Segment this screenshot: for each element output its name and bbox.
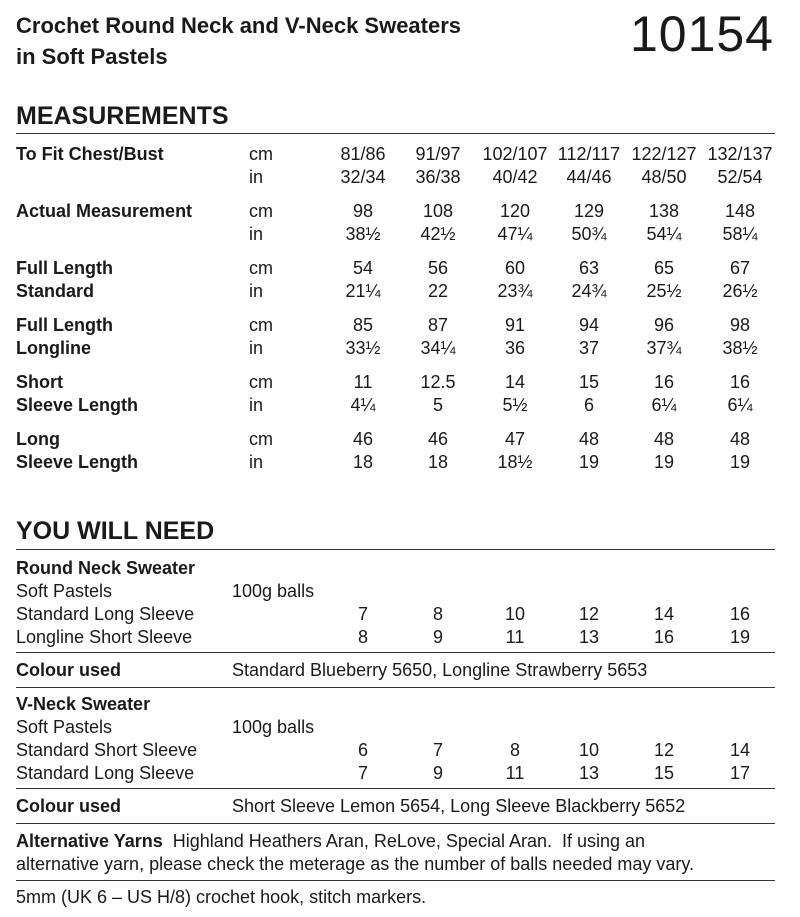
table-cell: 38½ <box>722 338 758 358</box>
table-cell: 129 <box>573 201 605 221</box>
table-cell: 112/117 <box>557 144 621 164</box>
table-cell: 46 <box>427 429 449 449</box>
row-label: Sleeve Length <box>16 452 139 472</box>
table-cell: 19 <box>653 452 675 472</box>
table-cell: 15 <box>578 372 600 392</box>
section-title: Round Neck Sweater <box>16 558 196 578</box>
table-cell: 36/38 <box>415 167 461 187</box>
hook-note: 5mm (UK 6 – US H/8) crochet hook, stitch markers. <box>16 887 427 907</box>
table-cell: 48 <box>729 429 751 449</box>
table-cell: 98 <box>729 315 751 335</box>
unit-label: cm <box>249 372 273 392</box>
table-cell: 26½ <box>722 281 758 301</box>
table-cell: 60 <box>504 258 526 278</box>
table-row <box>0 200 800 223</box>
divider <box>16 549 775 550</box>
table-cell: 108 <box>422 201 454 221</box>
table-cell: 50¾ <box>571 224 607 244</box>
measurement-row <box>0 371 800 417</box>
table-cell: 58¼ <box>722 224 758 244</box>
table-cell: 65 <box>653 258 675 278</box>
table-cell: 52/54 <box>717 167 763 187</box>
table-row: Standard Long Sleeve 7 9 11 13 15 17 <box>16 763 751 783</box>
table-cell: 67 <box>729 258 751 278</box>
table-cell: 6¼ <box>651 395 677 415</box>
unit-label: cm <box>249 144 273 164</box>
table-cell: 6¼ <box>727 395 753 415</box>
divider <box>16 687 775 688</box>
table-cell: 23¾ <box>497 281 533 301</box>
table-cell: 120 <box>499 201 531 221</box>
table-cell: 81/86 <box>340 144 386 164</box>
row-label: Longline <box>16 338 91 358</box>
section-title: V-Neck Sweater <box>16 694 151 714</box>
table-cell: 48 <box>578 429 600 449</box>
table-cell: 11 <box>353 372 373 392</box>
table-cell: 46 <box>352 429 374 449</box>
table-cell: 18 <box>352 452 374 472</box>
table-row <box>0 337 800 360</box>
table-cell: 37¾ <box>646 338 682 358</box>
table-cell: 98 <box>352 201 374 221</box>
table-cell: 47¼ <box>497 224 533 244</box>
measurement-row <box>0 428 800 474</box>
table-cell: 6 <box>583 395 594 415</box>
table-cell: 12.5 <box>420 372 456 392</box>
table-cell: 91/97 <box>415 144 461 164</box>
unit-label: cm <box>249 201 273 221</box>
table-cell: 44/46 <box>566 167 612 187</box>
divider <box>16 652 775 653</box>
unit-label: in <box>249 338 264 358</box>
table-row <box>0 428 800 451</box>
yarn-name: Soft Pastels <box>16 581 113 601</box>
table-cell: 138 <box>648 201 680 221</box>
table-cell: 54¼ <box>646 224 682 244</box>
v-neck-section <box>0 693 800 785</box>
table-row <box>0 166 800 189</box>
table-cell: 24¾ <box>571 281 607 301</box>
row-label: Long <box>16 429 60 449</box>
table-cell: 5 <box>432 395 443 415</box>
table-cell: 85 <box>352 315 374 335</box>
unit-label: in <box>249 281 264 301</box>
unit-label: cm <box>249 315 273 335</box>
divider <box>16 133 775 134</box>
yarn-name: Soft Pastels <box>16 717 113 737</box>
table-cell: 33½ <box>345 338 381 358</box>
table-row <box>0 280 800 303</box>
table-cell: 4¼ <box>350 395 376 415</box>
table-cell: 18½ <box>497 452 533 472</box>
pattern-title: Crochet Round Neck and V-Neck Sweaters in Soft Pastels <box>16 13 462 69</box>
table-cell: 40/42 <box>492 167 538 187</box>
table-cell: 48 <box>653 429 675 449</box>
table-cell: 56 <box>427 258 449 278</box>
unit-label: in <box>249 395 264 415</box>
table-cell: 148 <box>724 201 756 221</box>
table-cell: 16 <box>653 372 675 392</box>
table-cell: 132/137 <box>707 144 773 164</box>
table-row <box>0 223 800 246</box>
table-cell: 5½ <box>502 395 528 415</box>
table-cell: 91 <box>504 315 526 335</box>
table-cell: 18 <box>427 452 449 472</box>
table-cell: 48/50 <box>641 167 687 187</box>
alternative-yarns: Alternative Yarns Highland Heathers Aran, ReLove, Special Aran. If using an alternative yarn, please check the meterage as the number of balls needed may vary. <box>16 831 695 874</box>
table-cell: 47 <box>504 429 526 449</box>
table-row <box>0 143 800 166</box>
table-cell: 42½ <box>420 224 456 244</box>
ball-unit: 100g balls <box>232 581 315 601</box>
unit-label: in <box>249 224 264 244</box>
table-cell: 34¼ <box>420 338 456 358</box>
table-row <box>0 314 800 337</box>
ball-unit: 100g balls <box>232 717 315 737</box>
table-cell: 21¼ <box>345 281 381 301</box>
table-row: Standard Long Sleeve 7 8 10 12 14 16 <box>16 604 751 624</box>
unit-label: in <box>249 452 264 472</box>
table-cell: 36 <box>504 338 526 358</box>
row-label: Full Length <box>16 258 113 278</box>
table-row: Standard Short Sleeve 6 7 8 10 12 14 <box>16 740 751 760</box>
table-cell: 22 <box>427 281 449 301</box>
table-row <box>0 394 800 417</box>
unit-label: cm <box>249 429 273 449</box>
row-label: Sleeve Length <box>16 395 139 415</box>
row-label: Actual Measurement <box>16 201 193 221</box>
measurement-row <box>0 314 800 360</box>
table-cell: 102/107 <box>482 144 548 164</box>
table-cell: 122/127 <box>631 144 697 164</box>
row-label: Standard <box>16 281 95 301</box>
table-cell: 38½ <box>345 224 381 244</box>
table-row <box>0 257 800 280</box>
divider <box>16 788 775 789</box>
divider <box>16 823 775 824</box>
table-cell: 87 <box>427 315 449 335</box>
table-cell: 63 <box>578 258 600 278</box>
row-label: Full Length <box>16 315 113 335</box>
row-label: To Fit Chest/Bust <box>16 144 164 164</box>
measurement-row <box>0 143 800 189</box>
measurement-row <box>0 200 800 246</box>
table-cell: 19 <box>729 452 751 472</box>
round-neck-section <box>0 557 800 649</box>
divider <box>16 880 775 881</box>
unit-label: cm <box>249 258 273 278</box>
table-cell: 25½ <box>646 281 682 301</box>
measurement-row <box>0 257 800 303</box>
table-cell: 96 <box>653 315 675 335</box>
row-label: Short <box>16 372 63 392</box>
table-cell: 14 <box>504 372 526 392</box>
table-cell: 16 <box>729 372 751 392</box>
table-row <box>0 451 800 474</box>
table-cell: 32/34 <box>340 167 386 187</box>
table-cell: 19 <box>578 452 600 472</box>
table-cell: 54 <box>352 258 374 278</box>
you-will-need-heading: YOU WILL NEED <box>16 517 215 545</box>
table-row <box>0 371 800 394</box>
unit-label: in <box>249 167 264 187</box>
table-cell: 94 <box>578 315 600 335</box>
measurements-heading: MEASUREMENTS <box>16 102 229 130</box>
table-cell: 37 <box>578 338 600 358</box>
pattern-number: 10154 <box>629 6 774 62</box>
table-row: Longline Short Sleeve 8 9 11 13 16 19 <box>16 627 751 647</box>
